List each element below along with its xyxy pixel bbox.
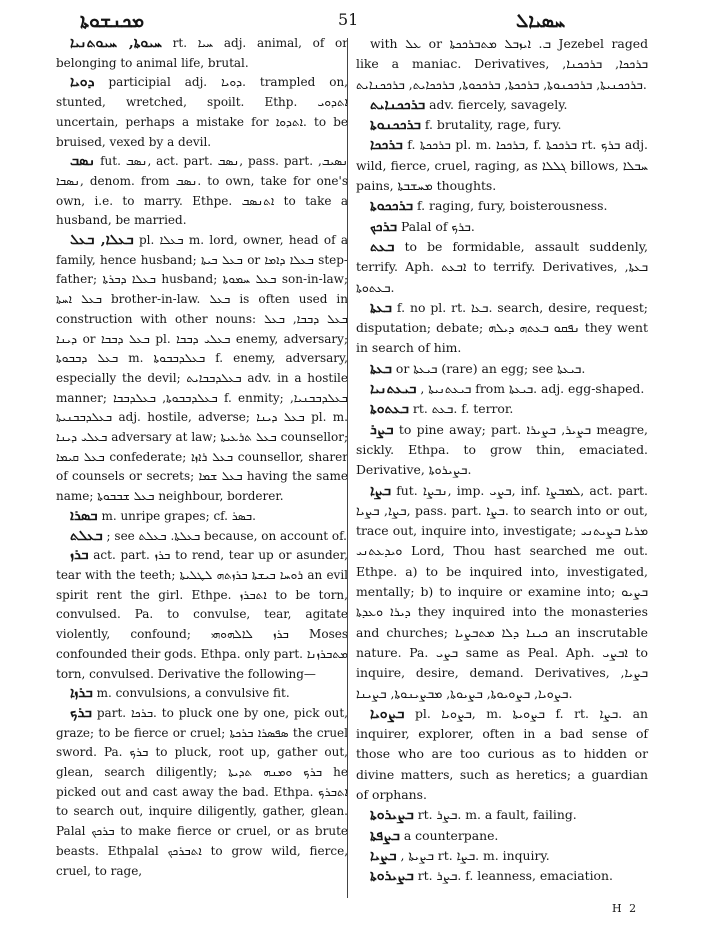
entry-definition: , ܒܝܥܬܢܝܬܐ from ܒܝܥܬܐ. adj. egg-shaped. xyxy=(420,381,645,397)
entry-definition: rt. ܒܨܪ. f. leanness, emaciation. xyxy=(417,868,613,884)
entry-definition: , ܒܨܝܬܐ rt. ܒܨܐ. m. inquiry. xyxy=(400,847,550,863)
entry-definition: ; see ܒܥܠܬܐ. ܒܥܠܬ because, on account of. xyxy=(106,528,347,543)
dictionary-entry xyxy=(356,379,648,399)
entry-definition: to be formidable, assault suddenly, terrify. Aph. ܐܒܥܬ to terrify. Derivatives, ܒܥܬܐ, ܒܥܬܘܬܐ. xyxy=(356,238,648,295)
dictionary-entry xyxy=(56,34,348,73)
dictionary-entry xyxy=(56,527,348,547)
dictionary-entry xyxy=(356,298,648,359)
dictionary-entry xyxy=(56,704,348,881)
entry-headword: ܒܨܝܪܘܬܐ xyxy=(370,868,414,885)
entry-headword: ܒܨܝܐ xyxy=(370,847,397,864)
entry-headword: ܕܘܝܐ xyxy=(70,74,95,91)
entry-headword: ܚܝܘܬܐ, ܚܝܘܬܢܝܐ xyxy=(70,35,162,51)
entry-headword: ܒܣܪܐ xyxy=(70,507,98,524)
dictionary-entry xyxy=(356,805,648,825)
entry-headword: ܒܨܝܪܘܬܐ xyxy=(370,807,414,824)
entry-definition: part. ܒܪܟܐ. to pluck one by one, pick out, graze; to be fierce or cruel; ܣܦܣܪܐ ܒܪܟܬܐ the cruel sword. Pa. ܒܪܟ to pluck, root up, gather out, glean, search diligently; ܒܪܟ ܘܡܢܗ ܬܕܝܬܐ he picked out and cast away the bad. Ethpa. ܐܬܒܪܟ to search out, inquire diligently, gather, glean. Palal ܒܪܟܟ to make fierce or cruel, or as brute beasts. Ethpalal ܐܬܒܪܟܟ to grow wild, fierce, cruel, to rage, xyxy=(56,705,349,878)
dictionary-entry xyxy=(56,73,348,152)
entry-definition: to pine away; part. ܒܨܝܪ, ܒܨܝܪܐ meagre, sickly. Ethpa. to grow thin, emaciated. Derivative, ܒܨܝܪܘܬܐ. xyxy=(356,421,648,478)
entry-headword: ܒܪܟܟܢܘܬܐ xyxy=(370,117,421,134)
entry-headword: ܒܪܙ xyxy=(70,547,89,564)
entry-headword: ܒܪܟܟܢܐܝܬ xyxy=(370,96,426,113)
entry-headword: ܒܪܟܟܘܬܐ xyxy=(370,198,414,215)
entry-headword: ܒܥܬܘܬܐ xyxy=(370,401,409,418)
entry-definition: Palal of ܒܪܟ. xyxy=(400,218,475,234)
dictionary-entry xyxy=(356,826,648,846)
dictionary-entry xyxy=(356,237,648,298)
dictionary-entry xyxy=(356,135,648,196)
entry-headword: ܒܥܬܐ xyxy=(370,299,392,316)
entry-definition: participial adj. ܕܘܝܐ. trampled on, stunted, wretched, spoilt. Ethp. ܐܬܕܘܝ uncertain, perhaps a mistake for ܐܬܕܘܐ. to be bruised, vexed by a devil. xyxy=(56,75,348,149)
entry-definition: adv. fiercely, savagely. xyxy=(429,96,568,112)
entry-headword: ܒܪܟܟ xyxy=(370,218,398,235)
entry-definition: m. convulsions, a convulsive fit. xyxy=(96,686,290,701)
entry-headword: ܒܨܐ xyxy=(370,482,391,499)
entry-definition: f. raging, fury, boisterousness. xyxy=(417,198,608,214)
entry-definition: m. unripe grapes; cf. ܒܣܪ. xyxy=(101,508,256,523)
page-number: 51 xyxy=(338,10,359,29)
dictionary-entry xyxy=(56,507,348,527)
dictionary-entry xyxy=(356,359,648,379)
entry-definition: act. part. ܒܪܙ to rend, tear up or asunder, tear with the teeth; ܪܘܚܐ ܒܝܫܬܐ ܒܪܙܬܗ ܠܛܠܝܬܐ an evil spirit rent the girl. Ethpe. ܐܬܒܪܙ to be torn, convulsed. Pa. to convulse, tear, agitate violently, confound; ܒܪܙ ܠܐܠܗܘܗܝ Moses confounded their gods. Ethpa. only part. ܡܬܒܪܙܢܐ torn, convulsed. Derivative the following— xyxy=(56,548,349,681)
entry-headword: ܒܥܬܐ xyxy=(370,360,392,377)
dictionary-entry xyxy=(56,231,348,507)
entry-headword: ܢܣܒ xyxy=(70,153,96,170)
entry-definition: with ܥܠ or ܒ. ܐܝܙܒܠ ܡܬܒܪܟܟܬܐ Jezebel raged like a maniac. Derivatives, ܒܪܟܟܐ, ܒܪܟܟܢܐ, ܒܪܟܟܢܝܬܐ, ܒܪܟܟܢܘܬܐ, ܒܪܟܟܬܐ, ܒܪܟܟܘܬܐ, ܒܪܟܟܐܝܬ, ܒܪܟܟܢܐܝܬ. xyxy=(356,36,649,92)
entry-headword: ܒܨܪ xyxy=(370,421,394,438)
dictionary-entry xyxy=(356,704,648,805)
entry-definition: f. ܒܪܟܟܬܐ pl. m. ܒܪܟܟܐ, f. ܒܪܟܟܬܐ rt. ܒܪܟ adj. wild, fierce, cruel, raging, as ܓܠܠܐ billows, ܚܒܠܐ pains, ܡܚܫܒܬܐ thoughts. xyxy=(356,137,648,194)
entry-definition: rt. ܒܥܬ. f. terror. xyxy=(412,401,514,417)
entry-definition: rt. ܚܝܐ adj. animal, of or belonging to animal life, brutal. xyxy=(56,36,348,70)
entry-headword: ܒܨܘܝܐ xyxy=(370,705,405,722)
entry-definition: fut. ܢܒܨܐ, imp. ܒܨܝ, inf. ܠܡܒܨܐ, act. part. ܒܨܐ, ܒܨܝܐ, pass. part. ܒܨܐ. to search into or out, trace out, inquire into, investigate; ܡܪܝܐ ܒܨܝܬܢܝ ܘܝܕܥܬܢܝ Lord, Thou hast searched me out. Ethpe. a) to be inquired into, investigated, mentally; b) to inquire or examine into; ܒܨܝܘ ܕܝܪܐ ܘܥܕܬܐ they inquired into the monasteries and churches; ܟܝܢܐ ܕܠܐ ܡܬܒܨܝܐ an inscrutable nature. Pa. ܒܨܝ same as Peal. Aph. ܐܒܨܝ to inquire, desire, demand. Derivatives, ܒܨܝܐ, ܒܨܘܝܐ, ܒܨܘܝܘܬܐ, ܒܨܝܘܬܐ, ܡܒܨܝܢܘܬܐ, ܒܨܝܢܐ. xyxy=(356,482,649,701)
dictionary-entry xyxy=(356,846,648,866)
entry-headword: ܒܪܟ xyxy=(70,704,92,721)
column-divider xyxy=(347,38,348,898)
entry-definition: f. no pl. rt. ܒܥܐ. search, desire, request; disputation; debate; ܢܦܩܘ ܒܥܬܗ ܕܝܠܗ they went in search of him. xyxy=(356,299,648,356)
dictionary-entry xyxy=(356,866,648,886)
entry-definition: rt. ܒܨܪ. m. a fault, failing. xyxy=(417,807,577,823)
entry-headword: ܒܥܠܬ xyxy=(70,527,103,544)
dictionary-entry xyxy=(356,420,648,481)
dictionary-entry xyxy=(356,196,648,216)
entry-definition: or ܒܝܥܬܐ (rare) an egg; see ܒܝܥܬܐ. xyxy=(395,360,586,376)
dictionary-entry xyxy=(356,95,648,115)
dictionary-entry xyxy=(356,217,648,237)
dictionary-entry xyxy=(356,481,648,704)
dictionary-entry xyxy=(56,546,348,684)
dictionary-entry xyxy=(356,115,648,135)
entry-headword: ܒܝܥܬܢܝܐ xyxy=(370,381,417,398)
entry-definition: a counterpane. xyxy=(403,827,499,843)
entry-definition: pl. ܒܨܘܝܐ, m. ܒܨܘܝܬܐ f. rt. ܒܨܐ. an inquirer, explorer, often in a bad sense of those who are too curious as to hidden or divine matters, such as heretics; a guardian of orphans. xyxy=(356,705,648,802)
signature-mark: H 2 xyxy=(612,902,639,915)
entry-definition: pl. ܒܥܠܐ m. lord, owner, head of a family, hence husband; ܒܥܠ ܒܝܬܐ or ܒܥܠܐ ܕܐܡܐ step-father; ܒܥܠܐ ܕܒܪܬܐ husband; ܒܥܠ ܚܡܘܬܐ son-in-law; ܒܥܠ ܐܚܬܐ brother-in-law. ܒܥܠ is often used in construction with other nouns: ܒܥܠ ܕܒܒܐ, ܒܥܠ ܕܝܢܐ or ܒܥܠ ܕܒܒܐ pl. ܒܥܠܝ ܕܒܒܐ enemy, adversary; ܒܥܠ ܕܒܒܘܬܐ m. ܒܥܠܕܒܒܘܬܐ f. enemy, adversary, especially the devil; ܒܥܠܕܒܒܐܝܬ adv. in a hostile manner; ܒܥܠܕܒܒܘܬܐ, ܒܥܠܕܒܒܐ f. enmity; ܒܥܠܕܒܒܢܝܐ, ܒܥܠܕܒܒܢܝܬܐ adj. hostile, adverse; ܒܥܠ ܕܝܢܐ pl. m. ܒܥܠܝ ܕܝܢܐ adversary at law; ܒܥܠ ܬܪܥܝܬܐ counsellor; ܒܥܠ ܩܝܡܐ confederate; ܒܥܠ ܪܐܙܐ counsellor, sharer of counsels or secrets; ܒܥܠ ܫܡܐ having the same name; ܒܥܠ ܫܒܒܘܬܐ neighbour, borderer. xyxy=(56,233,349,504)
dictionary-entry xyxy=(56,152,348,231)
header-syriac-left: ܡܟܢܫܘܬܐ xyxy=(80,10,145,32)
entry-headword: ܒܥܬ xyxy=(370,238,395,255)
entry-headword: ܒܪܟܟܐ xyxy=(370,137,403,154)
entry-headword: ܒܪܙܐ xyxy=(70,685,93,702)
entry-headword: ܒܨܦܬܐ xyxy=(370,827,400,844)
left-column xyxy=(56,34,348,881)
header-syriac-right: ܚܣܝܐܠ xyxy=(516,10,566,32)
entry-definition: fut. ܢܣܒ, act. part. ܢܣܒ, pass. part. ܢܣܝܒ, ܢܣܒܐ, denom. from ܢܣܒ. to own, take for one's own, i.e. to marry. Ethpe. ܐܬܢܣܒ to take a husband, be married. xyxy=(56,154,348,228)
running-header xyxy=(0,4,704,34)
entry-headword: ܒܥܠܐ, ܒܥܠ xyxy=(70,232,134,249)
entry-definition: f. brutality, rage, fury. xyxy=(424,117,562,133)
dictionary-entry xyxy=(56,684,348,704)
right-column xyxy=(356,34,648,886)
dictionary-entry xyxy=(356,34,648,95)
dictionary-entry xyxy=(356,399,648,419)
